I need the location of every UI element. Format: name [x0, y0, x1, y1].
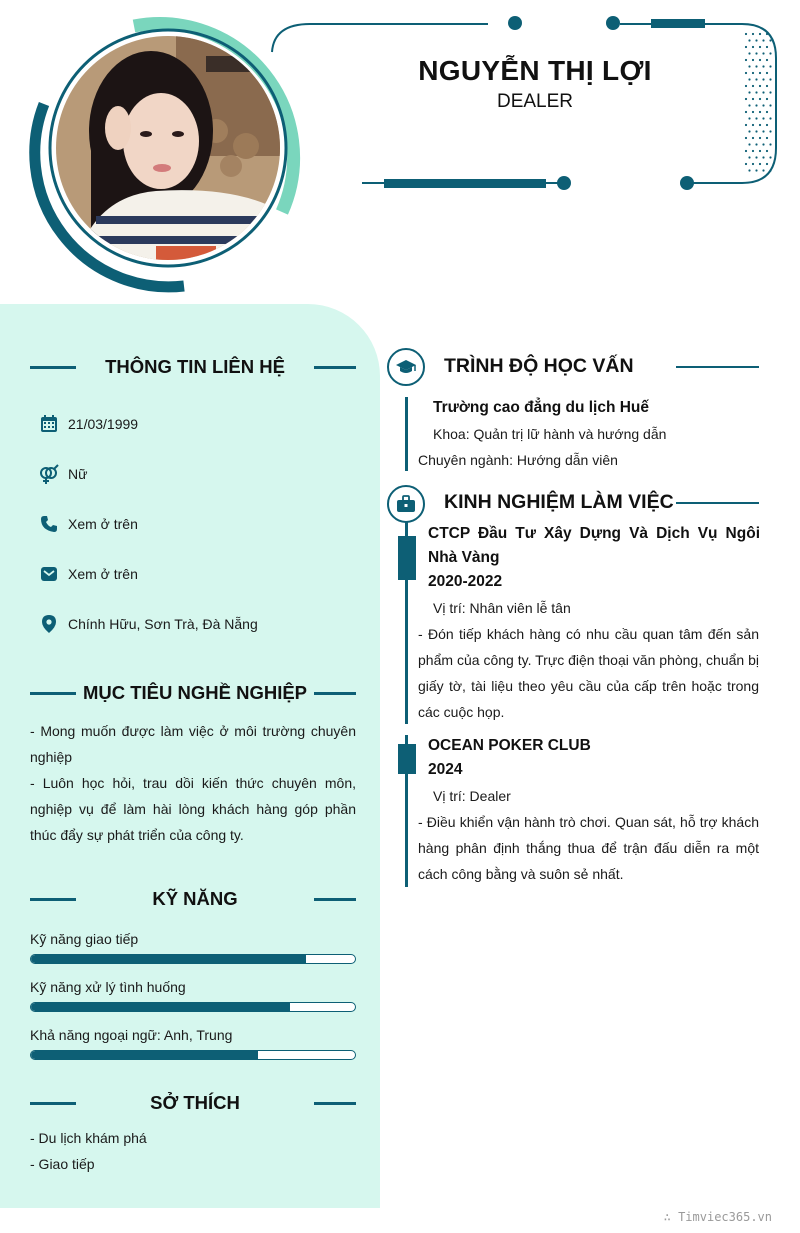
calendar-icon: [38, 413, 60, 435]
pattern-dot: [745, 72, 747, 74]
job-role: Vị trí: Nhân viên lễ tân: [433, 600, 571, 616]
experience-divider: [676, 502, 759, 504]
pattern-dot: [766, 33, 768, 35]
pattern-dot: [748, 65, 750, 67]
pattern-dot: [748, 143, 750, 145]
education-heading: TRÌNH ĐỘ HỌC VẤN: [444, 355, 634, 377]
job-role: Vị trí: Dealer: [433, 788, 511, 804]
pattern-dot: [752, 85, 754, 87]
pattern-dot: [745, 150, 747, 152]
contact-section-title: [30, 356, 356, 378]
pattern-dot: [759, 46, 761, 48]
gender-icon: [38, 463, 60, 485]
job-company: OCEAN POKER CLUB: [428, 737, 591, 754]
pattern-dot: [769, 156, 771, 158]
education-faculty: Khoa: Quản trị lữ hành và hướng dẫn: [433, 426, 667, 442]
gender-value: Nữ: [68, 466, 88, 482]
objective-heading: MỤC TIÊU NGHỀ NGHIỆP: [82, 682, 308, 703]
pattern-dot: [762, 52, 764, 54]
pattern-dot: [748, 52, 750, 54]
pattern-dot: [745, 98, 747, 100]
pattern-dot: [762, 143, 764, 145]
pattern-dot: [745, 163, 747, 165]
email-icon: [38, 563, 60, 585]
contact-gender: [38, 462, 87, 486]
pattern-dot: [769, 169, 771, 171]
pattern-dot: [755, 143, 757, 145]
hobby-item: - Du lịch khám phá: [30, 1130, 147, 1146]
pattern-dot: [748, 130, 750, 132]
pattern-dot: [752, 137, 754, 139]
pattern-dot: [755, 104, 757, 106]
candidate-name: NGUYỄN THỊ LỢI: [418, 55, 652, 86]
pattern-dot: [766, 72, 768, 74]
objective-section-title: [30, 682, 356, 704]
pattern-dot: [755, 169, 757, 171]
education-divider: [676, 366, 759, 368]
phone-value: Xem ở trên: [68, 516, 138, 532]
job-description: - Điều khiển vận hành trò chơi. Quan sát, hỗ trợ khách hàng phân định thắng thua để trận đấu diễn ra một cách công bằng và suôn sẻ nhất.: [418, 814, 759, 882]
avatar-frame: [14, 14, 302, 302]
job-company: CTCP Đầu Tư Xây Dựng Và Dịch Vụ Ngôi Nhà Vàng: [428, 525, 760, 566]
skills-section-title: [30, 888, 356, 910]
pattern-dot: [755, 91, 757, 93]
objective-line-2: - Luôn học hỏi, trau dồi kiến thức chuyên môn, nghiệp vụ để làm hài lòng khách hàng góp phần thúc đẩy sự phát triển của công ty.: [30, 775, 356, 843]
pattern-dot: [752, 150, 754, 152]
skills-heading: KỸ NĂNG: [152, 888, 238, 909]
skill-bar: [30, 1002, 356, 1012]
pattern-dot: [766, 111, 768, 113]
pattern-dot: [752, 46, 754, 48]
pattern-dot: [769, 52, 771, 54]
profile-photo: [56, 36, 280, 260]
pattern-dot: [766, 124, 768, 126]
skill-bar: [30, 1050, 356, 1060]
pattern-dot: [748, 39, 750, 41]
pattern-dot: [752, 59, 754, 61]
pattern-dot: [769, 91, 771, 93]
pattern-dot: [752, 72, 754, 74]
contact-phone: [38, 512, 138, 536]
phone-icon: [38, 513, 60, 535]
pattern-dot: [759, 111, 761, 113]
pattern-dot: [759, 33, 761, 35]
pattern-dot: [762, 169, 764, 171]
pattern-dot: [748, 117, 750, 119]
candidate-position: DEALER: [496, 91, 574, 112]
pattern-dot: [745, 33, 747, 35]
hobbies-section-title: [30, 1092, 356, 1114]
job-marker: [398, 744, 416, 774]
pattern-dot: [762, 39, 764, 41]
pattern-dot: [769, 104, 771, 106]
pattern-dot: [748, 91, 750, 93]
pattern-dot: [755, 65, 757, 67]
pattern-dot: [769, 78, 771, 80]
pattern-dot: [755, 130, 757, 132]
pattern-dot: [752, 124, 754, 126]
hobby-item: - Giao tiếp: [30, 1156, 95, 1172]
pattern-dot: [748, 78, 750, 80]
pattern-dot: [762, 91, 764, 93]
pattern-dot: [759, 137, 761, 139]
pattern-dot: [745, 124, 747, 126]
pattern-dot: [766, 98, 768, 100]
contact-heading: THÔNG TIN LIÊN HỆ: [105, 356, 285, 377]
avatar: [56, 36, 280, 260]
pattern-dot: [755, 78, 757, 80]
pattern-dot: [755, 52, 757, 54]
pattern-dot: [748, 169, 750, 171]
pattern-dot: [762, 130, 764, 132]
pattern-dot: [755, 39, 757, 41]
address-value: Chính Hữu, Sơn Trà, Đà Nẵng: [68, 616, 258, 632]
pattern-dot: [759, 85, 761, 87]
pattern-dot: [759, 98, 761, 100]
job-period: 2024: [428, 761, 463, 778]
pattern-dot: [759, 124, 761, 126]
pattern-dot: [752, 98, 754, 100]
pattern-dot: [766, 150, 768, 152]
contact-email: [38, 562, 138, 586]
pattern-dot: [745, 59, 747, 61]
pattern-dot: [745, 137, 747, 139]
pattern-dot: [745, 85, 747, 87]
pattern-dot: [759, 150, 761, 152]
pattern-dot: [762, 104, 764, 106]
pattern-dot: [766, 46, 768, 48]
skill-fill: [31, 1003, 290, 1011]
pattern-dot: [762, 78, 764, 80]
pattern-dot: [752, 33, 754, 35]
pattern-dot: [769, 130, 771, 132]
job-marker: [398, 536, 416, 580]
pattern-dot: [755, 156, 757, 158]
experience-heading: KINH NGHIỆM LÀM VIỆC: [444, 491, 674, 513]
pattern-dot: [766, 163, 768, 165]
education-timeline: [405, 397, 408, 471]
education-school: Trường cao đẳng du lịch Huế: [433, 399, 650, 416]
pattern-dot: [759, 163, 761, 165]
pattern-dot: [769, 117, 771, 119]
watermark: ∴ Timviec365.vn: [663, 1210, 772, 1224]
job-description: - Đón tiếp khách hàng có nhu cầu quan tâm đến sản phẩm của công ty. Trực điện thoại văn phòng, chuẩn bị giấy tờ, tài liệu theo yêu cầu của cấp trên hoặc trong các cuộc họp.: [418, 626, 759, 720]
location-icon: [38, 613, 60, 635]
skill-label: Kỹ năng giao tiếp: [30, 931, 139, 947]
pattern-dot: [759, 72, 761, 74]
pattern-dot: [759, 59, 761, 61]
pattern-dot: [766, 59, 768, 61]
pattern-dot: [748, 104, 750, 106]
pattern-dot: [752, 111, 754, 113]
pattern-dot: [769, 143, 771, 145]
skill-fill: [31, 955, 306, 963]
contact-address: [38, 612, 258, 636]
birthday-value: 21/03/1999: [68, 416, 139, 432]
skill-label: Kỹ năng xử lý tình huống: [30, 979, 186, 995]
briefcase-icon: [387, 485, 425, 523]
pattern-dot: [766, 137, 768, 139]
pattern-dot: [762, 117, 764, 119]
pattern-dot: [755, 117, 757, 119]
objective-line-1: - Mong muốn được làm việc ở môi trường chuyên nghiệp: [30, 723, 356, 765]
skill-bar: [30, 954, 356, 964]
education-major: Chuyên ngành: Hướng dẫn viên: [418, 452, 618, 468]
hobbies-heading: SỞ THÍCH: [150, 1092, 240, 1113]
email-value: Xem ở trên: [68, 566, 138, 582]
pattern-dot: [766, 85, 768, 87]
pattern-dot: [769, 39, 771, 41]
job-period: 2020-2022: [428, 573, 503, 590]
pattern-dot: [762, 156, 764, 158]
pattern-dot: [769, 65, 771, 67]
pattern-dot: [752, 163, 754, 165]
skill-label: Khả năng ngoại ngữ: Anh, Trung: [30, 1027, 233, 1043]
pattern-dot: [745, 111, 747, 113]
contact-birthday: [38, 412, 138, 436]
pattern-dot: [762, 65, 764, 67]
skill-fill: [31, 1051, 258, 1059]
pattern-dot: [745, 46, 747, 48]
graduation-cap-icon: [387, 348, 425, 386]
pattern-dot: [748, 156, 750, 158]
